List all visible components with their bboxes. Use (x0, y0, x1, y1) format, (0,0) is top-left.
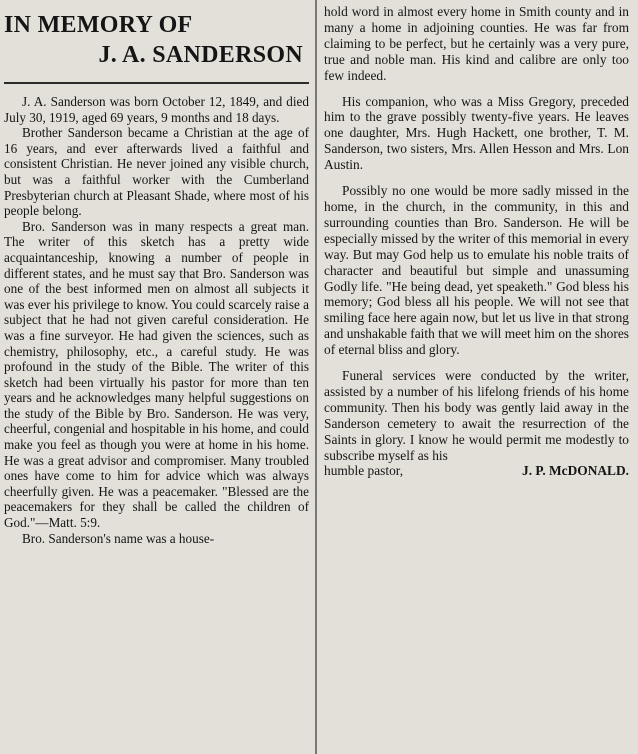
paragraph-family: His companion, who was a Miss Gregory, preceded him to the grave possibly twenty-five years. He leaves one daughter, Mrs. Hugh Hackett, one brother, T. M. Sanderson, two sisters, Mrs. Allen Hesson and Mrs. Lon Austin. (324, 93, 629, 173)
headline-line-2: J. A. SANDERSON (98, 42, 303, 68)
left-column (4, 0, 309, 546)
paragraph-funeral: Funeral services were conducted by the writer, assisted by a number of his lifelong friends of his home community. Then his body was gently laid away in the Sanderson cemetery to await the resurrection of the Saints in glory. I know he would permit me modestly to subscribe myself as his (324, 368, 629, 463)
paragraph-household-name: Bro. Sanderson's name was a house- (22, 530, 215, 546)
signature: J. P. McDONALD. (522, 463, 629, 479)
column-divider (315, 0, 317, 754)
paragraph-christian: Brother Sanderson became a Christian at the age of 16 years, and ever afterwards lived a faithful and consistent Christian. He never joined any visible church, but was a faithful worker with the Cumberland Presbyterian church at Pleasant Shade, where most of his people belong. (4, 125, 309, 219)
paragraph-missed: Possibly no one would be more sadly missed in the home, in the church, in the community, in this and surrounding counties than Bro. Sanderson. He will be especially missed by the writer of this memorial in every way. But may God help us to emulate his noble traits of character and beautiful but simple and unassuming Godly life. "He being dead, yet speaketh." God bless his memory; God bless all his people. We will not see that smiling face here again now, but let us live in that strong and unshakable faith that we will meet him on the shores of eternal bliss and glory. (324, 183, 629, 358)
paragraph-great-man: Bro. Sanderson was in many respects a great man. The writer of this sketch has a pretty wide acquaintanceship, knowing a number of people in different states, and he must say that Bro. Sanderson was one of the best informed men on almost all subjects it was ever his privilege to know. You could scarcely raise a subject that he had not given careful consideration. He was a fine surveyor. He had given the sciences, such as chemistry, philosophy, etc., a careful study. He was profound in the study of the Bible. The writer of this sketch had been virtually his pastor for more than ten years and he acknowledges many helpful suggestions on the study of the Bible by Bro. Sanderson. He was very, cheerful, congenial and hospitable in his home, and could make you feel as though you were at home in his home. He was a great advisor and compromiser. Many troubled ones have come to him for advice which was always cheerfully given. He was a peacemaker. "Blessed are the peacemakers for they shall be called the children of God."—Matt. 5:9. (4, 218, 309, 531)
headline-line-1: IN MEMORY OF (4, 12, 193, 38)
signature-line (324, 463, 629, 479)
closing-text: humble pastor, (324, 463, 404, 479)
headline-rule (4, 82, 309, 84)
paragraph-birth: J. A. Sanderson was born October 12, 1849, and died July 30, 1919, aged 69 years, 9 months and 18 days. (4, 94, 309, 125)
paragraph-continuation: hold word in almost every home in Smith county and in many a home in adjoining counties. He was far from claiming to be perfect, but he certainly was a very pure, true and noble man. His kind and calibre are only too few indeed. (324, 4, 629, 83)
right-column (324, 0, 629, 479)
